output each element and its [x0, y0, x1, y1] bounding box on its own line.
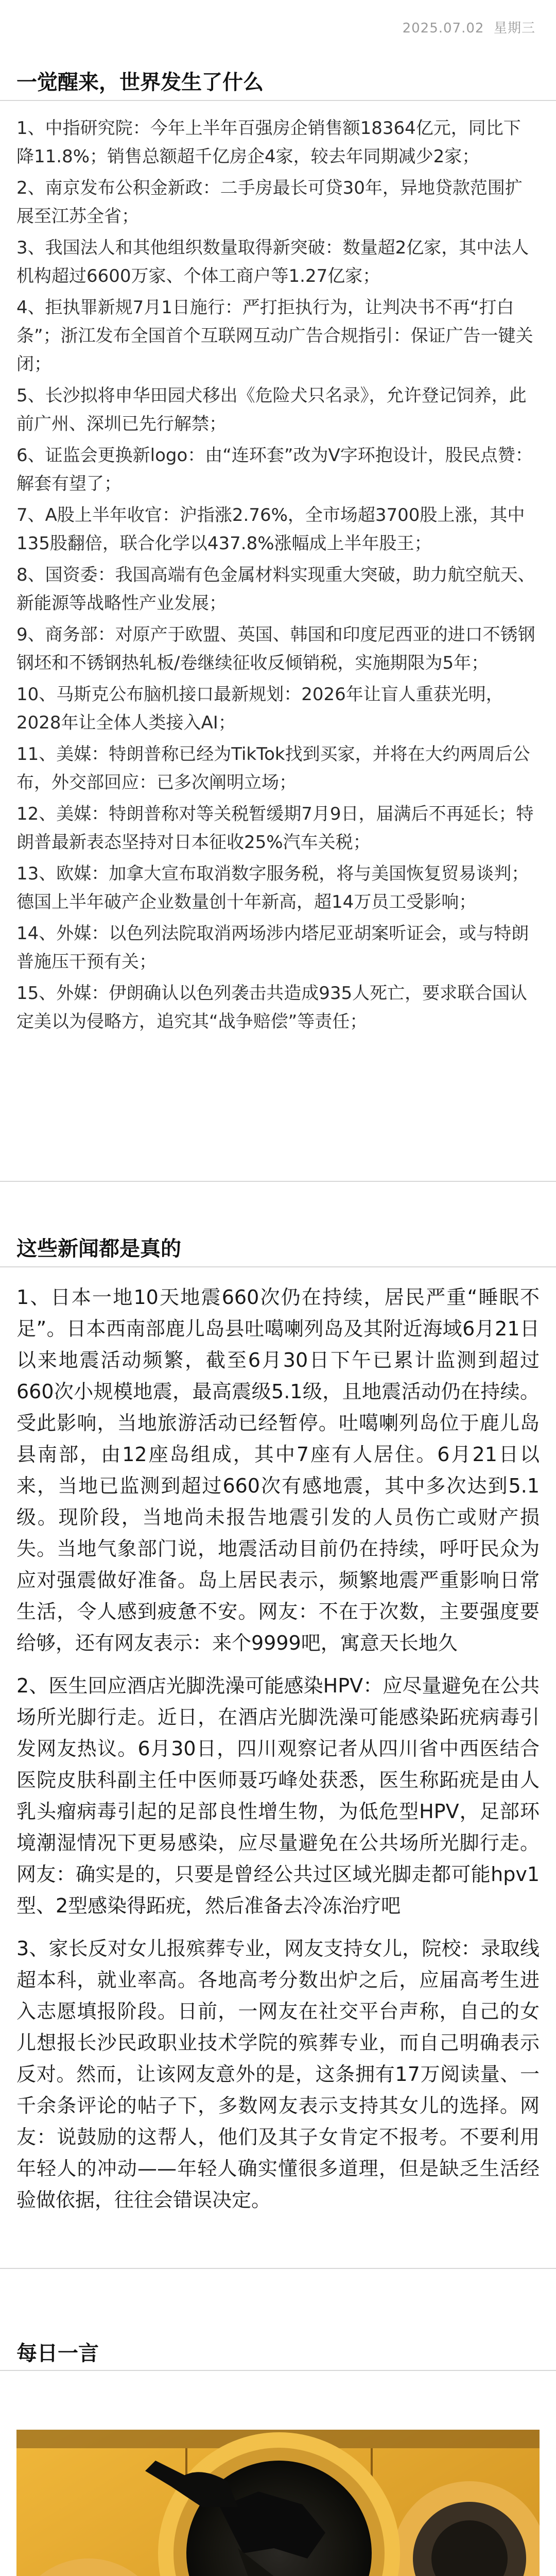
- news-item: 12、美媒：特朗普称对等关税暂缓期7月9日，届满后不再延长；特朗普最新表态坚持对日本征收25%汽车关税；: [16, 804, 534, 853]
- news-item: 3、我国法人和其他组织数量取得新突破：数量超2亿家，其中法人机构超过6600万家、个体工商户等1.27亿家；: [16, 238, 529, 286]
- divider: [0, 1266, 556, 1267]
- divider: [0, 2370, 556, 2371]
- section-title-true-news: 这些新闻都是真的: [16, 1237, 181, 1261]
- news-item: 9、商务部：对原产于欧盟、英国、韩国和印度尼西亚的进口不锈钢钢坯和不锈钢热轧板/卷继续征收反倾销税，实施期限为5年；: [16, 624, 535, 673]
- true-news-block: [16, 1282, 540, 2227]
- divider: [0, 100, 556, 101]
- news-item: 10、马斯克公布脑机接口最新规划：2026年让盲人重获光明，2028年让全体人类接入AI；: [16, 684, 503, 733]
- news-item: 6、证监会更换新logo：由“连环套”改为V字环抱设计，股民点赞：解套有望了；: [16, 445, 533, 494]
- section-title-world: 一觉醒来，世界发生了什么: [16, 71, 264, 94]
- weekday-text: 星期三: [493, 21, 535, 36]
- section-title-daily-quote: 每日一言: [16, 2342, 99, 2365]
- news-item: 13、欧媒：加拿大宣布取消数字服务税，将与美国恢复贸易谈判；德国上半年破产企业数量创十年新高，超14万员工受影响；: [16, 863, 529, 912]
- news-item: 1、中指研究院：今年上半年百强房企销售额18364亿元，同比下降11.8%；销售总额超千亿房企4家，较去年同期减少2家；: [16, 118, 521, 167]
- date-text: 2025.07.02: [402, 21, 484, 36]
- news-item: 4、拒执罪新规7月1日施行：严打拒执行为，让判决书不再“打白条”；浙江发布全国首个互联网互动广告合规指引：保证广告一键关闭；: [16, 297, 533, 375]
- news-item: 2、南京发布公积金新政：二手房最长可贷30年，异地贷款范围扩展至江苏全省；: [16, 178, 523, 227]
- true-news-item: 3、家长反对女儿报殡葬专业，网友支持女儿，院校：录取线超本科，就业率高。各地高考分数出炉之后，应届高考生进入志愿填报阶段。日前，一网友在社交平台声称，自己的女儿想报长沙民政职业技术学院的殡葬专业，而自己明确表示反对。然而，让该网友意外的是，这条拥有17万阅读量、一千余条评论的帖子下，多数网友表示支持其女儿的选择。网友：说鼓励的这帮人，他们及其子女肯定不报考。不要利用年轻人的冲动——年轻人确实懂很多道理，但是缺乏生活经验做依据，往往会错误决定。: [16, 1937, 540, 2211]
- date-line: [403, 18, 535, 37]
- divider: [0, 2268, 556, 2269]
- news-item: 7、A股上半年收官：沪指涨2.76%，全市场超3700股上涨，其中135股翻倍，联合化学以437.8%涨幅成上半年股王；: [16, 505, 525, 554]
- news-item: 8、国资委：我国高端有色金属材料实现重大突破，助力航空航天、新能源等战略性产业发展；: [16, 565, 535, 614]
- news-item: 5、长沙拟将申华田园犬移出《危险犬只名录》，允许登记饲养，此前广州、深圳已先行解禁；: [16, 385, 527, 434]
- news-item: 11、美媒：特朗普称已经为TikTok找到买家，并将在大约两周后公布，外交部回应：已多次阐明立场；: [16, 744, 530, 793]
- washing-machine-illustration: [16, 2430, 540, 2576]
- true-news-item: 2、医生回应酒店光脚洗澡可能感染HPV：应尽量避免在公共场所光脚行走。近日，在酒店光脚洗澡可能感染跖疣病毒引发网友热议。6月30日，四川观察记者从四川省中西医结合医院皮肤科副主任中医师聂巧峰处获悉，医生称跖疣是由人乳头瘤病毒引起的足部良性增生物，为低危型HPV，足部环境潮湿情况下更易感染，应尽量避免在公共场所光脚行走。网友：确实是的，只要是曾经公共过区域光脚走都可能hpv1型、2型感染得跖疣，然后准备去冷冻治疗吧: [16, 1674, 540, 1917]
- quote-photo: [16, 2430, 540, 2576]
- true-news-item: 1、日本一地10天地震660次仍在持续，居民严重“睡眠不足”。日本西南部鹿儿岛县吐噶喇列岛及其附近海域6月21日以来地震活动频繁，截至6月30日下午已累计监测到超过660次小规模地震，最高震级5.1级，且地震活动仍在持续。受此影响，当地旅游活动已经暂停。吐噶喇列岛位于鹿儿岛县南部，由12座岛组成，其中7座有人居住。6月21日以来，当地已监测到超过660次有感地震，其中多次达到5.1级。现阶段，当地尚未报告地震引发的人员伤亡或财产损失。当地气象部门说，地震活动目前仍在持续，呼吁民众为应对强震做好准备。岛上居民表示，频繁地震严重影响日常生活，令人感到疲惫不安。网友：不在于次数，主要强度要给够，还有网友表示：来个9999吧，寓意天长地久: [16, 1286, 540, 1654]
- divider: [0, 1181, 556, 1182]
- world-news-list: [16, 114, 536, 1036]
- news-item: 14、外媒：以色列法院取消两场涉内塔尼亚胡案听证会，或与特朗普施压干预有关；: [16, 923, 529, 972]
- news-item: 15、外媒：伊朗确认以色列袭击共造成935人死亡，要求联合国认定美以为侵略方，追究其“战争赔偿”等责任；: [16, 983, 528, 1032]
